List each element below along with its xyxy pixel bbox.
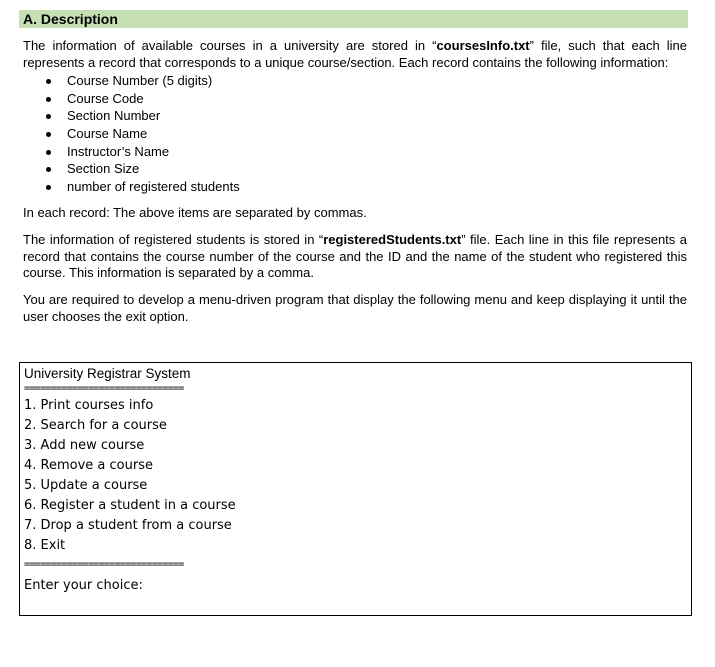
menu-option: 7. Drop a student from a course	[24, 518, 232, 533]
menu-title: University Registrar System	[24, 366, 191, 381]
record-fields-list	[23, 72, 240, 196]
field-label: Course Code	[67, 90, 144, 106]
list-item	[23, 178, 240, 196]
menu-option: 5. Update a course	[24, 478, 148, 493]
list-item	[23, 107, 240, 125]
paragraph-requirement: You are required to develop a menu-driven program that display the following menu and keep displaying it until the user chooses the exit option.	[23, 292, 687, 324]
paragraph-courses-file	[23, 38, 687, 71]
list-item	[23, 160, 240, 178]
field-label: Instructor’s Name	[67, 143, 170, 159]
courses-file-name: coursesInfo.txt	[436, 38, 530, 53]
paragraph-students-file	[23, 232, 687, 282]
menu-option: 8. Exit	[24, 538, 66, 553]
paragraph-text: ” file, such that each line represents a record that corresponds to a unique course/section. Each record contains the following information:	[23, 38, 687, 70]
list-item	[23, 143, 240, 161]
menu-option: 1. Print courses info	[24, 398, 154, 413]
menu-separator-top: ==============================	[24, 383, 184, 394]
menu-separator-bottom: ==============================	[24, 559, 184, 570]
field-label: Section Size	[67, 161, 140, 177]
bullet-icon	[46, 150, 51, 155]
bullet-icon	[46, 97, 51, 102]
paragraph-text: The information of registered students is stored in “	[23, 232, 324, 247]
bullet-icon	[46, 79, 51, 84]
field-label: Course Number (5 digits)	[67, 73, 213, 88]
paragraph-text: The information of available courses in a university are stored in “	[23, 38, 437, 53]
menu-output-box	[19, 362, 692, 616]
field-label: number of registered students	[67, 179, 240, 195]
section-heading: A. Description	[23, 11, 118, 27]
field-label: Course Name	[67, 126, 148, 142]
menu-option: 4. Remove a course	[24, 458, 153, 473]
choice-prompt: Enter your choice:	[24, 578, 143, 593]
paragraph-separator-note: In each record: The above items are separated by commas.	[23, 205, 367, 220]
bullet-icon	[46, 114, 51, 119]
menu-option: 3. Add new course	[24, 438, 145, 453]
bullet-icon	[46, 132, 51, 137]
field-label: Section Number	[67, 108, 161, 124]
menu-option: 6. Register a student in a course	[24, 498, 236, 513]
section-heading-bar	[19, 10, 688, 28]
list-item	[23, 125, 240, 143]
list-item	[23, 90, 240, 108]
students-file-name: registeredStudents.txt	[323, 232, 462, 247]
list-item	[23, 72, 240, 90]
menu-option: 2. Search for a course	[24, 418, 167, 433]
bullet-icon	[46, 185, 51, 190]
bullet-icon	[46, 167, 51, 172]
paragraph-text: ” file. Each line in this file represents a record that contains the course number of the course and the ID and the name of the student who registered this course. This information is separated by a comma.	[23, 232, 687, 280]
